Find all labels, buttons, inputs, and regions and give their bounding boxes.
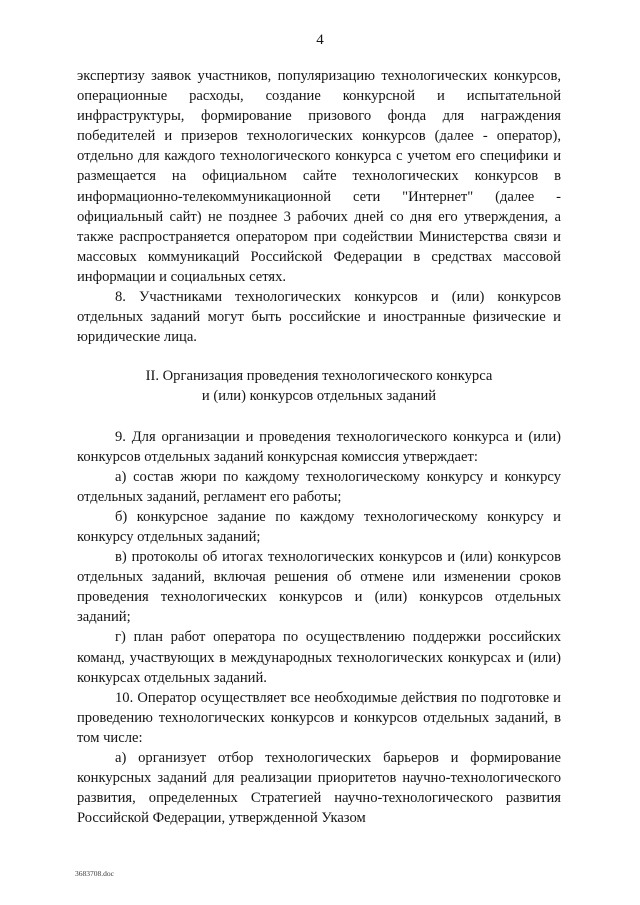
paragraph-10: 10. Оператор осуществляет все необходимые действия по подготовке и проведению технологических конкурсов и конкурсов отдельных заданий, в том числе: [77, 689, 561, 746]
section-heading-line-1: II. Организация проведения технологического конкурса [145, 368, 493, 385]
section-heading-line-2: и (или) конкурсов отдельных заданий [201, 388, 437, 405]
page-number: 4 [316, 32, 324, 48]
paragraph-7-continuation: экспертизу заявок участников, популяризацию технологических конкурсов, операционные расходы, создание конкурсной и испытательной инфраструктуры, формирование призового фонда для награждения победителей и призеров технологических конкурсов (далее - оператор), отдельно для каждого технологического конкурса с учетом его специфики и размещается на официальном сайте технологических конкурсов в информационно-телекоммуникационной сети "Интернет" (далее - официальный сайт) не позднее 3 рабочих дней со дня его утверждения, а также распространяется оператором при содействии Министерства связи и массовых коммуникаций Российской Федерации в средствах массовой информации и социальных сетях. [77, 68, 561, 285]
paragraph-9-g: г) план работ оператора по осуществлению поддержки российских команд, участвующих в международных технологических конкурсах и (или) конкурсах отдельных заданий. [77, 629, 561, 686]
paragraph-9: 9. Для организации и проведения технологического конкурса и (или) конкурсов отдельных заданий конкурсная комиссия утверждает: [77, 428, 561, 465]
paragraph-8: 8. Участниками технологических конкурсов и (или) конкурсов отдельных заданий могут быть российские и иностранные физические и юридические лица. [77, 289, 561, 346]
paragraph-9-a: а) состав жюри по каждому технологическому конкурсу и конкурсу отдельных заданий, регламент его работы; [77, 468, 561, 505]
footer-file-name: 3683708.doc [75, 869, 114, 878]
paragraph-10-a: а) организует отбор технологических барьеров и формирование конкурсных заданий для реализации приоритетов научно-технологического развития, определенных Стратегией научно-технологического развития Российской Федерации, утвержденной Указом [77, 750, 561, 827]
section-heading [77, 366, 561, 406]
paragraph-9-b: б) конкурсное задание по каждому технологическому конкурсу и конкурсу отдельных заданий; [77, 508, 561, 545]
paragraph-9-v: в) протоколы об итогах технологических конкурсов и (или) конкурсов отдельных заданий, включая решения об отмене или изменении сроков проведения технологических конкурсов и (или) конкурсов отдельных заданий; [77, 549, 561, 626]
document-body [77, 66, 561, 828]
